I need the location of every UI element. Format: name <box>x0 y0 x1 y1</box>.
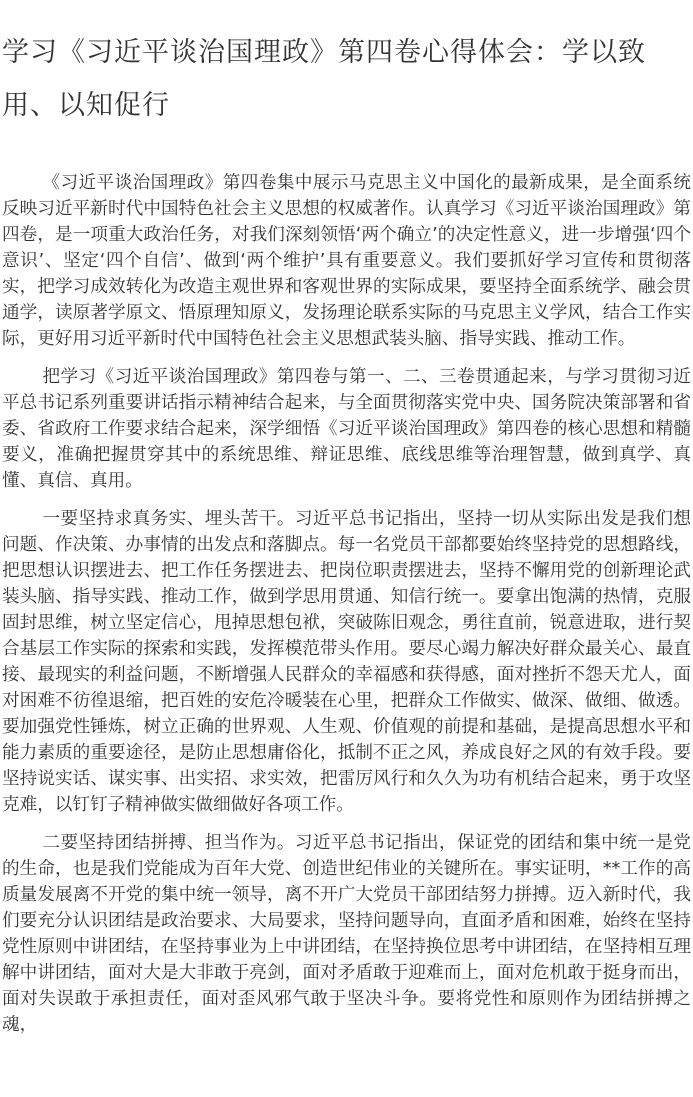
paragraph: 二要坚持团结拼搏、担当作为。习近平总书记指出，保证党的团结和集中统一是党的生命，也是我们党能成为百年大党、创造世纪伟业的关键所在。事实证明，**工作的高质量发展离不开党的集中统一领导，离不开广大党员干部团结努力拼搏。迈入新时代，我们要充分认识团结是政治要求、大局要求，坚持问题导向，直面矛盾和困难，始终在坚持党性原则中讲团结，在坚持事业为上中讲团结，在坚持换位思考中讲团结，在坚持相互理解中讲团结，面对大是大非敢于亮剑，面对矛盾敢于迎难而上，面对危机敢于挺身而出，面对失误敢于承担责任，面对歪风邪气敢于坚决斗争。要将党性和原则作为团结拼搏之魂， <box>2 833 691 1035</box>
paragraph: 一要坚持求真务实、埋头苦干。习近平总书记指出，坚持一切从实际出发是我们想问题、作决策、办事情的出发点和落脚点。每一名党员干部都要始终坚持党的思想路线，把思想认识摆进去、把工作任务摆进去、把岗位职责摆进去，坚持不懈用党的创新理论武装头脑、指导实践、推动工作，做到学思用贯通、知信行统一。要拿出饱满的热情，克服固封思维，树立坚定信心，甩掉思想包袱，突破陈旧观念，勇往直前，锐意进取，进行契合基层工作实际的探索和实践，发挥模范带头作用。要尽心竭力解决好群众最关心、最直接、最现实的利益问题，不断增强人民群众的幸福感和获得感，面对挫折不怨天尤人，面对困难不彷徨退缩，把百姓的安危冷暖装在心里，把群众工作做实、做深、做细、做透。要加强党性锤炼，树立正确的世界观、人生观、价值观的前提和基础，是提高思想水平和能力素质的重要途径，是防止思想庸俗化，抵制不正之风，养成良好之风的有效手段。要坚持说实话、谋实事、出实招、求实效，把雷厉风行和久久为功有机结合起来，勇于攻坚克难，以钉钉子精神做实做细做好各项工作。 <box>2 509 691 815</box>
paragraph: 《习近平谈治国理政》第四卷集中展示马克思主义中国化的最新成果，是全面系统反映习近平新时代中国特色社会主义思想的权威著作。认真学习《习近平谈治国理政》第四卷，是一项重大政治任务，对我们深刻领悟‘两个确立’的决定性意义，进一步增强‘四个意识’、坚定‘四个自信’、做到‘两个维护’具有重要意义。我们要抓好学习宣传和贯彻落实，把学习成效转化为改造主观世界和客观世界的实际成果，要坚持全面系统学、融会贯通学，读原著学原文、悟原理知原义，发扬理论联系实际的马克思主义学风，结合工作实际，更好用习近平新时代中国特色社会主义思想武装头脑、指导实践、推动工作。 <box>2 173 691 349</box>
article-title: 学习《习近平谈治国理政》第四卷心得体会：学以致用、以知促行 <box>2 37 646 121</box>
article-body <box>0 132 693 1038</box>
paragraph: 把学习《习近平谈治国理政》第四卷与第一、二、三卷贯通起来，与学习贯彻习近平总书记系列重要讲话指示精神结合起来，与全面贯彻落实党中央、国务院决策部署和省委、省政府工作要求结合起来，深学细悟《习近平谈治国理政》第四卷的核心思想和精髓要义，准确把握贯穿其中的系统思维、辩证思维、底线思维等治理智慧，做到真学、真懂、真信、真用。 <box>2 367 691 491</box>
